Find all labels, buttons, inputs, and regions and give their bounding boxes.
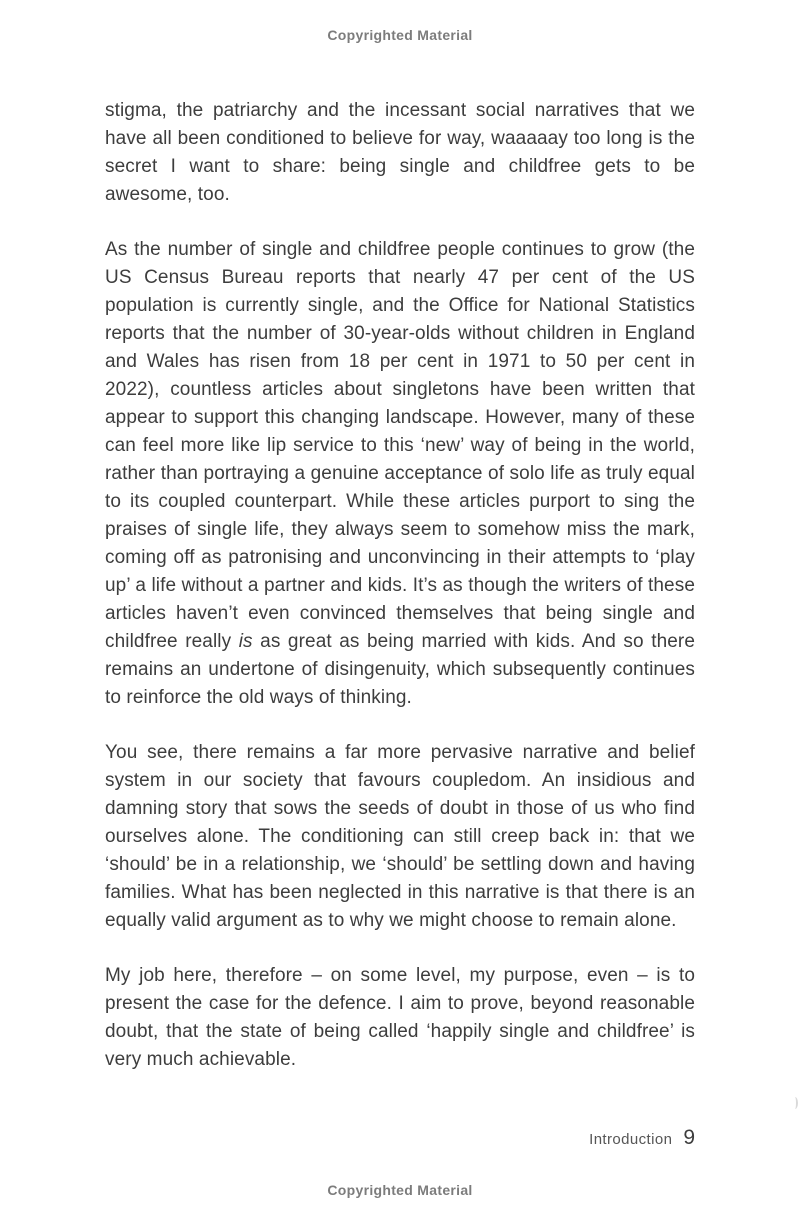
paragraph <box>105 962 695 1074</box>
text-run: stigma, the patriarchy and the incessant social narratives that we have all been conditioned to believe for way, waaaaay too long is the secret I want to share: being single and childfree gets to be awesome, too. <box>105 100 695 205</box>
text-run: as great as being married with kids. And so there remains an undertone of disingenuity, which subsequently continues to reinforce the old ways of thinking. <box>105 631 696 708</box>
body-text <box>105 97 695 1101</box>
text-run: You see, there remains a far more pervasive narrative and belief system in our society that favours coupledom. An insidious and damning story that sows the seeds of doubt in those of us who find ourselves alone. The conditioning can still creep back in: that we ‘should’ be in a relationship, we ‘should’ be settling down and having families. What has been neglected in this narrative is that there is an equally valid argument as to why we might choose to remain alone. <box>105 742 695 931</box>
text-run: As the number of single and childfree people continues to grow (the US Census Bureau reports that nearly 47 per cent of the US population is currently single, and the Office for National Statistics reports that the number of 30-year-olds without children in England and Wales has risen from 18 per cent in 1971 to 50 per cent in 2022), countless articles about singletons have been written that appear to support this changing landscape. However, many of these can feel more like lip service to this ‘new’ way of being in the world, rather than portraying a genuine acceptance of solo life as truly equal to its coupled counterpart. While these articles purport to sing the praises of single life, they always seem to somehow miss the mark, coming off as patronising and unconvincing in their attempts to ‘play up’ a life without a partner and kids. It’s as though the writers of these articles haven’t even convinced themselves that being single and childfree really <box>105 239 695 652</box>
copyright-notice-top: Copyrighted Material <box>327 27 473 43</box>
copyright-notice-bottom: Copyrighted Material <box>327 1182 473 1198</box>
paragraph <box>105 97 695 209</box>
text-run: My job here, therefore – on some level, my purpose, even – is to present the case for the defence. I aim to prove, beyond reasonable doubt, that the state of being called ‘happily single and childfree’ is very much achievable. <box>105 965 695 1070</box>
footer-section-label: Introduction <box>589 1131 673 1148</box>
emphasized-text: is <box>238 631 253 652</box>
paragraph <box>105 739 695 935</box>
footer-page-number: 9 <box>683 1126 695 1149</box>
paragraph <box>105 236 695 712</box>
page-edge-artifact <box>792 1097 798 1109</box>
running-footer <box>589 1126 695 1150</box>
